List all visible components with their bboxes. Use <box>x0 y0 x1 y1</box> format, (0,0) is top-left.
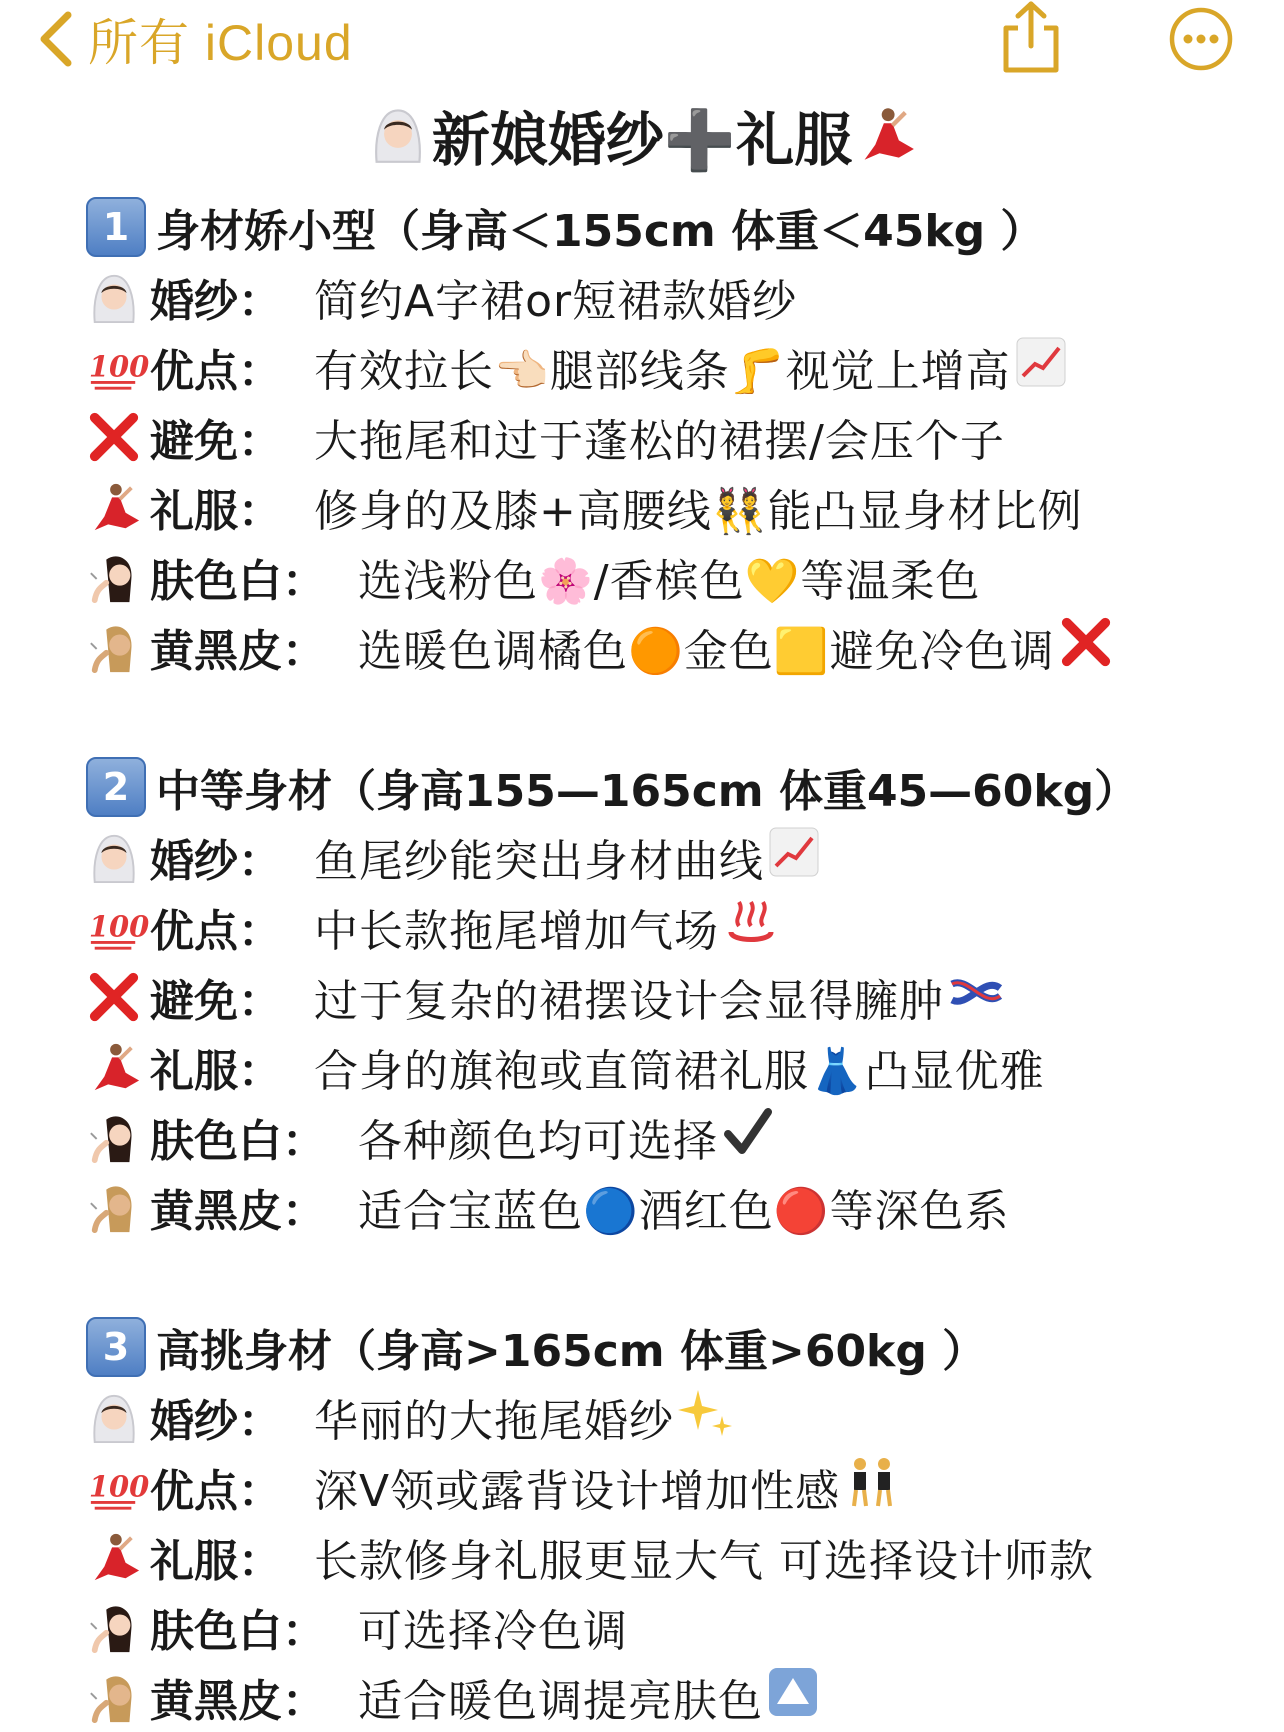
line-text: 合身的旗袍或直筒裙礼服👗凸显优雅 <box>314 1046 1045 1097</box>
keycap-number-icon: 3 <box>86 1317 146 1377</box>
dancer-icon <box>86 1529 142 1585</box>
note-line <box>0 892 1284 962</box>
note-line <box>0 1452 1284 1522</box>
woman-tipping-hand-medium-icon <box>86 1179 142 1235</box>
line-text: 长款修身礼服更显大气 可选择设计师款 <box>314 1536 1094 1587</box>
line-label: 避免： <box>150 416 282 467</box>
cross-mark-icon <box>86 969 142 1025</box>
section-heading-text: 身材娇小型（身高＜155cm 体重＜45kg ） <box>156 206 1045 257</box>
line-label: 黄黑皮： <box>150 1676 326 1727</box>
note-line <box>0 1102 1284 1172</box>
dancer-icon <box>856 100 916 188</box>
line-text: 过于复杂的裙摆设计会显得臃肿 <box>314 976 944 1027</box>
bride-veil-icon <box>86 1389 142 1445</box>
line-label: 肤色白： <box>150 556 326 607</box>
line-label: 礼服： <box>150 1046 282 1097</box>
nav-bar <box>0 0 1284 80</box>
svg-text:100: 100 <box>88 349 150 384</box>
section-heading <box>0 1312 1284 1382</box>
line-label: 优点： <box>150 906 282 957</box>
line-label: 婚纱： <box>150 836 282 887</box>
line-text: 大拖尾和过于蓬松的裙摆/会压个子 <box>314 416 1005 467</box>
svg-text:100: 100 <box>88 1469 150 1504</box>
note-line <box>0 472 1284 542</box>
sparkles-icon <box>678 1386 734 1449</box>
hundred-points-icon <box>86 1459 150 1515</box>
woman-tipping-hand-medium-icon <box>86 619 142 675</box>
hot-springs-icon <box>723 896 779 959</box>
section-heading-text: 中等身材（身高155—165cm 体重45—60kg） <box>156 766 1139 817</box>
line-text: 适合宝蓝色🔵酒红色🔴等深色系 <box>358 1186 1010 1237</box>
line-text: 中长款拖尾增加气场 <box>314 906 719 957</box>
chart-up-icon <box>768 826 820 889</box>
back-button[interactable] <box>36 4 353 74</box>
section-heading-text: 高挑身材（身高>165cm 体重>60kg ） <box>156 1326 987 1377</box>
line-label: 婚纱： <box>150 276 282 327</box>
hundred-points-icon <box>86 339 150 395</box>
bride-veil-icon <box>86 269 142 325</box>
note-line <box>0 262 1284 332</box>
section-1 <box>0 192 1284 682</box>
line-text: 各种颜色均可选择 <box>358 1116 718 1167</box>
line-text: 鱼尾纱能突出身材曲线 <box>314 836 764 887</box>
hundred-points-icon <box>86 899 150 955</box>
note-line <box>0 402 1284 472</box>
line-label: 婚纱： <box>150 1396 282 1447</box>
line-text: 简约A字裙or短裙款婚纱 <box>314 276 798 327</box>
bride-veil-icon <box>86 829 142 885</box>
chevron-left-icon <box>36 9 76 69</box>
note-line <box>0 542 1284 612</box>
section-2 <box>0 752 1284 1242</box>
note-body <box>0 96 1284 1732</box>
section-heading <box>0 752 1284 822</box>
keycap-number-icon: 2 <box>86 757 146 817</box>
cross-mark-icon <box>1059 615 1113 680</box>
line-label: 优点： <box>150 1466 282 1517</box>
blank-line <box>0 682 1284 752</box>
line-label: 优点： <box>150 346 282 397</box>
note-line <box>0 1592 1284 1662</box>
dancer-icon <box>86 479 142 535</box>
note-line <box>0 1662 1284 1732</box>
note-line <box>0 1032 1284 1102</box>
line-text: 可选择冷色调 <box>358 1606 628 1657</box>
line-text: 选浅粉色🌸/香槟色💛等温柔色 <box>358 556 981 607</box>
knot-icon <box>948 966 1004 1029</box>
note-line <box>0 332 1284 402</box>
line-text: 深V领或露背设计增加性感 <box>314 1466 841 1517</box>
note-line <box>0 1382 1284 1452</box>
line-label: 黄黑皮： <box>150 1186 326 1237</box>
line-text: 修身的及膝+高腰线👯能凸显身材比例 <box>314 486 1083 537</box>
back-label: 所有 iCloud <box>88 15 353 71</box>
sections-container <box>0 192 1284 1732</box>
line-text: 有效拉长👈🏻腿部线条🦵视觉上增高 <box>314 346 1011 397</box>
woman-tipping-hand-light-icon <box>86 1599 142 1655</box>
blank-line <box>0 1242 1284 1312</box>
line-label: 黄黑皮： <box>150 626 326 677</box>
line-label: 避免： <box>150 976 282 1027</box>
woman-tipping-hand-light-icon <box>86 1109 142 1165</box>
svg-text:100: 100 <box>88 909 150 944</box>
line-text: 华丽的大拖尾婚纱 <box>314 1396 674 1447</box>
note-title-text: 新娘婚纱➕礼服 <box>431 106 853 174</box>
note-line <box>0 612 1284 682</box>
note-title <box>0 96 1284 184</box>
up-button-icon <box>767 1666 819 1729</box>
more-icon[interactable] <box>1168 6 1234 72</box>
section-heading <box>0 192 1284 262</box>
section-3 <box>0 1312 1284 1732</box>
chart-up-icon <box>1015 336 1067 399</box>
note-line <box>0 1522 1284 1592</box>
line-text: 选暖色调橘色🟠金色🟨避免冷色调 <box>358 626 1055 677</box>
cross-mark-icon <box>86 409 142 465</box>
woman-tipping-hand-medium-icon <box>86 1669 142 1725</box>
dancers-icon <box>844 1456 900 1519</box>
note-line <box>0 1172 1284 1242</box>
line-label: 肤色白： <box>150 1606 326 1657</box>
line-text: 适合暖色调提亮肤色 <box>358 1676 763 1727</box>
line-label: 礼服： <box>150 486 282 537</box>
line-label: 礼服： <box>150 1536 282 1587</box>
check-mark-icon <box>722 1106 774 1169</box>
woman-tipping-hand-light-icon <box>86 549 142 605</box>
keycap-number-icon: 1 <box>86 197 146 257</box>
note-line <box>0 962 1284 1032</box>
note-line <box>0 822 1284 892</box>
dancer-icon <box>86 1039 142 1095</box>
line-label: 肤色白： <box>150 1116 326 1167</box>
share-icon[interactable] <box>996 0 1066 74</box>
bride-veil-icon <box>368 100 428 188</box>
